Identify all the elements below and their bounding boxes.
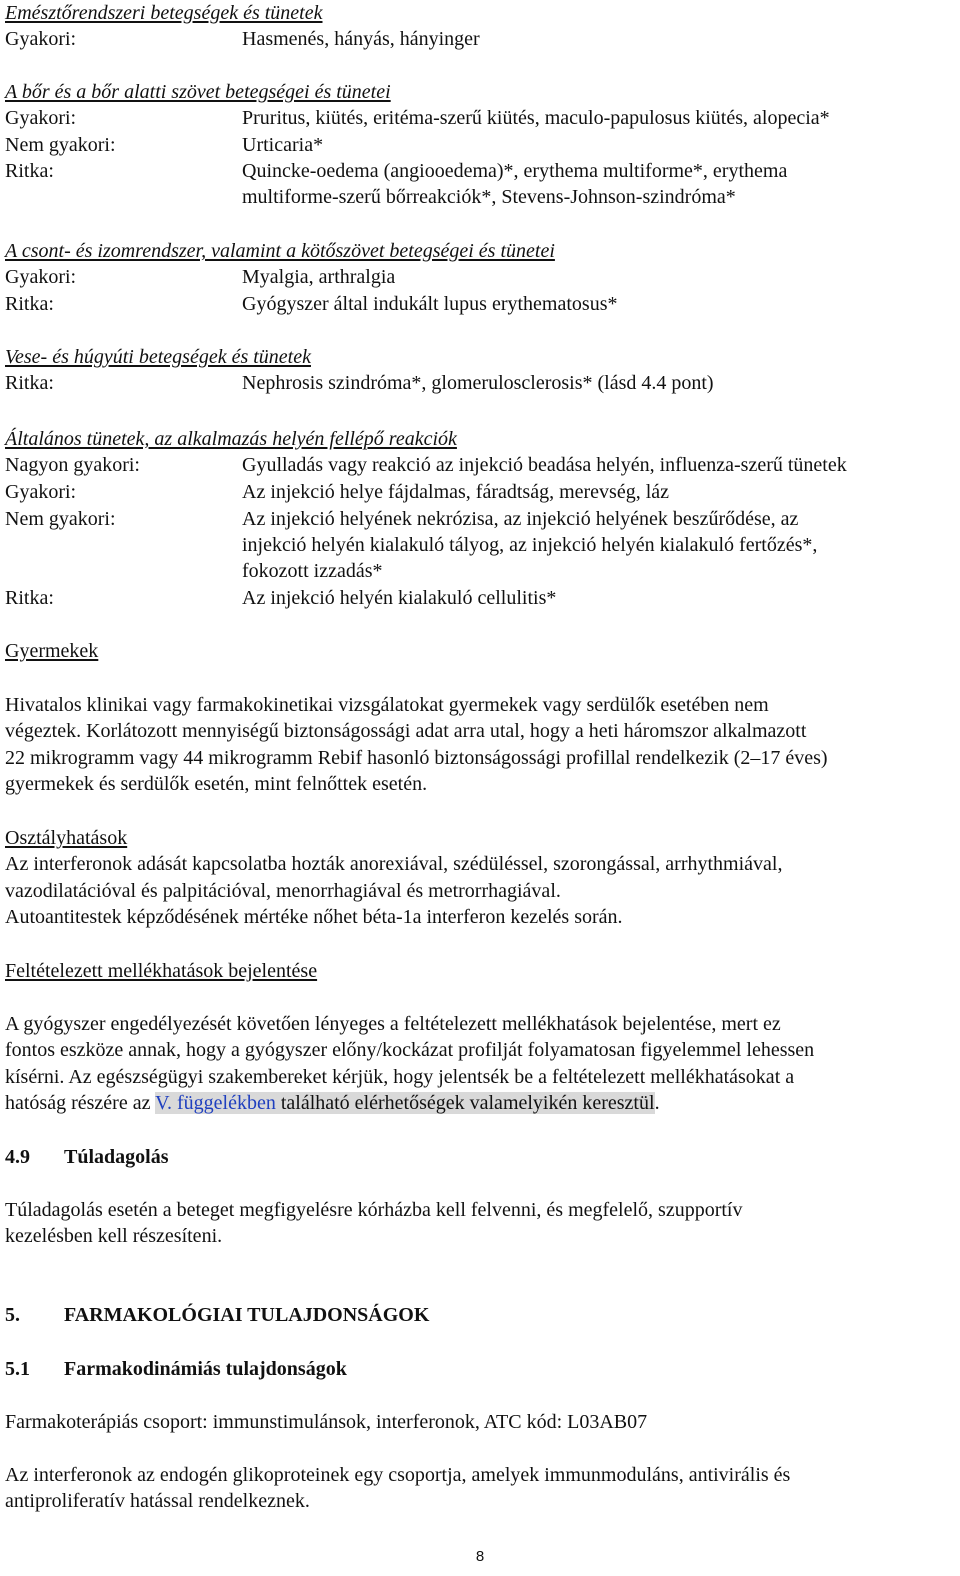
frequency-label: Ritka: [5, 587, 54, 609]
paragraph-line: Farmakoterápiás csoport: immunstimulánsok, interferonok, ATC kód: L03AB07 [5, 1411, 648, 1433]
frequency-value: Urticaria* [242, 134, 324, 156]
paragraph-line: antiproliferatív hatással rendelkeznek. [5, 1490, 310, 1512]
section-heading-bor: A bőr és a bőr alatti szövet betegségei és tünetei [5, 81, 391, 103]
section-number: 5. [5, 1304, 20, 1326]
section-heading-emeszto: Emésztőrendszeri betegségek és tünetek [5, 2, 323, 24]
section-heading-csont: A csont- és izomrendszer, valamint a kötőszövet betegségei és tünetei [5, 240, 555, 262]
section-number: 5.1 [5, 1358, 30, 1380]
paragraph-line: A gyógyszer engedélyezését követően lényeges a feltételezett mellékhatások bejelentése, mert ez [5, 1013, 781, 1035]
frequency-label: Ritka: [5, 293, 54, 315]
frequency-label: Gyakori: [5, 28, 77, 50]
section-title: Farmakodinámiás tulajdonságok [64, 1358, 347, 1380]
frequency-value: Quincke-oedema (angiooedema)*, erythema multiforme*, erythema [242, 160, 788, 182]
paragraph-line: kezelésben kell részesíteni. [5, 1225, 223, 1247]
paragraph-line: Autoantitestek képződésének mértéke nőhet béta-1a interferon kezelés során. [5, 906, 623, 928]
frequency-label: Nem gyakori: [5, 508, 116, 530]
paragraph-line: Az interferonok az endogén glikoproteinek egy csoportja, amelyek immunmoduláns, antivirális és [5, 1464, 791, 1486]
frequency-value: Pruritus, kiütés, eritéma-szerű kiütés, maculo-papulosus kiütés, alopecia* [242, 107, 830, 129]
paragraph-text: . [654, 1092, 660, 1114]
paragraph-line: vazodilatációval és palpitációval, menorrhagiával és metrorrhagiával. [5, 880, 561, 902]
frequency-value: multiforme-szerű bőrreakciók*, Stevens-Johnson-szindróma* [242, 186, 736, 208]
frequency-value: Myalgia, arthralgia [242, 266, 396, 288]
frequency-value: Gyulladás vagy reakció az injekció beadása helyén, influenza-szerű tünetek [242, 454, 847, 476]
paragraph-line: Túladagolás esetén a beteget megfigyelésre kórházba kell felvenni, és megfelelő, szupportív [5, 1199, 743, 1221]
frequency-label: Ritka: [5, 160, 54, 182]
section-number: 4.9 [5, 1146, 30, 1168]
appendix-v-link[interactable]: V. függelékben [155, 1092, 276, 1114]
page-number: 8 [475, 1548, 485, 1565]
paragraph-line: Az interferonok adását kapcsolatba hozták anorexiával, szédüléssel, szorongással, arrhythmiával, [5, 853, 783, 875]
section-heading-osztaly: Osztályhatások [5, 827, 128, 849]
paragraph-line [5, 1090, 660, 1116]
paragraph-line: végeztek. Korlátozott mennyiségű biztonságossági adat arra utal, hogy a heti háromszor alkalmazott [5, 720, 807, 742]
paragraph-line: fontos eszköze annak, hogy a gyógyszer előny/kockázat profilját folyamatosan figyelemmel lehessen [5, 1039, 815, 1061]
section-heading-4-9 [0, 1144, 960, 1170]
frequency-value: Az injekció helye fájdalmas, fáradtság, merevség, láz [242, 481, 670, 503]
frequency-value: fokozott izzadás* [242, 560, 383, 582]
frequency-label: Nagyon gyakori: [5, 454, 140, 476]
paragraph-line: 22 mikrogramm vagy 44 mikrogramm Rebif hasonló biztonságossági profillal rendelkezik (2–17 éves) [5, 747, 828, 769]
section-title: Túladagolás [64, 1146, 169, 1168]
paragraph-line: kísérni. Az egészségügyi szakembereket kérjük, hogy jelentsék be a feltételezett mellékhatásokat a [5, 1066, 795, 1088]
section-heading-vese: Vese- és húgyúti betegségek és tünetek [5, 346, 311, 368]
paragraph-text: hatóság részére az [5, 1092, 156, 1114]
frequency-value: Gyógyszer által indukált lupus erythematosus* [242, 293, 618, 315]
section-title: FARMAKOLÓGIAI TULAJDONSÁGOK [64, 1304, 430, 1326]
section-heading-5-1 [0, 1356, 960, 1382]
frequency-label: Ritka: [5, 372, 54, 394]
frequency-label: Nem gyakori: [5, 134, 116, 156]
section-heading-gyermekek: Gyermekek [5, 640, 99, 662]
section-heading-5 [0, 1302, 960, 1328]
frequency-value: injekció helyén kialakuló tályog, az injekció helyén kialakuló fertőzés*, [242, 534, 818, 556]
frequency-value: Nephrosis szindróma*, glomerulosclerosis* (lásd 4.4 pont) [242, 372, 714, 394]
frequency-label: Gyakori: [5, 266, 77, 288]
frequency-value: Az injekció helyén kialakuló cellulitis* [242, 587, 557, 609]
frequency-value: Hasmenés, hányás, hányinger [242, 28, 480, 50]
section-heading-altalanos: Általános tünetek, az alkalmazás helyén fellépő reakciók [5, 428, 457, 450]
section-heading-bejelentes: Feltételezett mellékhatások bejelentése [5, 960, 318, 982]
frequency-label: Gyakori: [5, 107, 77, 129]
frequency-label: Gyakori: [5, 481, 77, 503]
paragraph-line: gyermekek és serdülők esetén, mint felnőttek esetén. [5, 773, 428, 795]
highlighted-text: található elérhetőségek valamelyikén keresztül [275, 1092, 655, 1114]
paragraph-line: Hivatalos klinikai vagy farmakokinetikai vizsgálatokat gyermekek vagy serdülők esetében nem [5, 694, 769, 716]
frequency-value: Az injekció helyének nekrózisa, az injekció helyének beszűrődése, az [242, 508, 799, 530]
